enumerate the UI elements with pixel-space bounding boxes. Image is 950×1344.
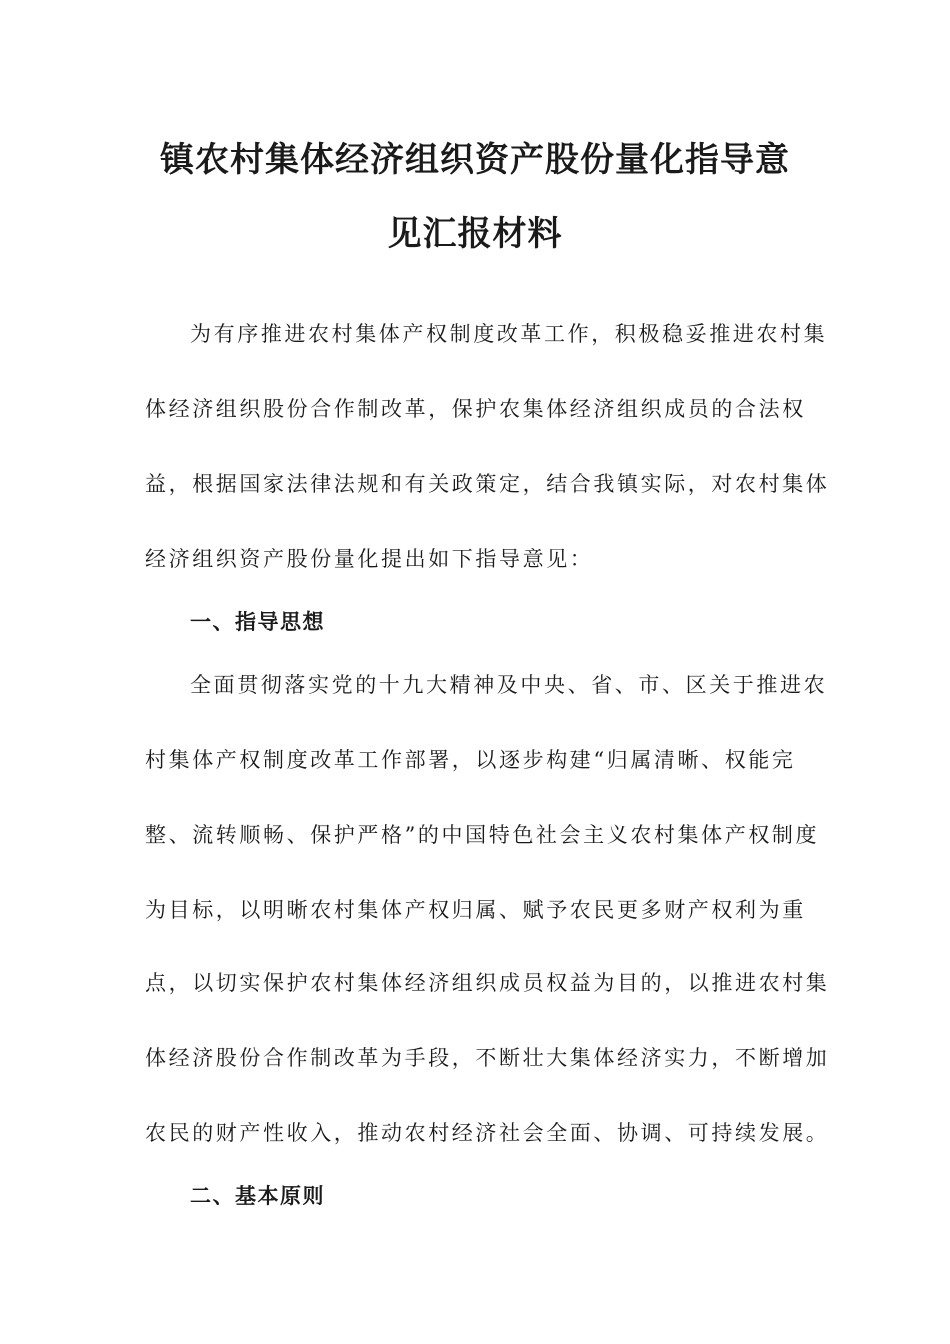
section1-line-5: 点，以切实保护农村集体经济组织成员权益为目的，以推进农村集 (145, 971, 830, 995)
intro-line-1: 为有序推进农村集体产权制度改革工作，积极稳妥推进农村集 (190, 322, 828, 346)
section1-line-2: 村集体产权制度改革工作部署，以逐步构建“归属清晰、权能完 (145, 748, 796, 772)
intro-line-3: 益，根据国家法律法规和有关政策定，结合我镇实际，对农村集体 (145, 472, 830, 496)
section1-line-1: 全面贯彻落实党的十九大精神及中央、省、市、区关于推进农 (190, 673, 828, 697)
section1-line-3: 整、流转顺畅、保护严格”的中国特色社会主义农村集体产权制度 (145, 823, 820, 847)
section1-line-7: 农民的财产性收入，推动农村经济社会全面、协调、可持续发展。 (145, 1121, 830, 1145)
section-heading-basic-principles: 二、基本原则 (190, 1184, 325, 1208)
document-title-line-1: 镇农村集体经济组织资产股份量化指导意 (160, 140, 790, 180)
intro-line-4: 经济组织资产股份量化提出如下指导意见： (145, 547, 594, 571)
section1-line-6: 体经济股份合作制改革为手段，不断壮大集体经济实力，不断增加 (145, 1046, 830, 1070)
section-heading-guiding-ideology: 一、指导思想 (190, 610, 325, 634)
section1-line-4: 为目标，以明晰农村集体产权归属、赋予农民更多财产权利为重 (145, 898, 806, 922)
document-title-line-2: 见汇报材料 (387, 214, 563, 254)
intro-line-2: 体经济组织股份合作制改革，保护农集体经济组织成员的合法权 (145, 397, 806, 421)
